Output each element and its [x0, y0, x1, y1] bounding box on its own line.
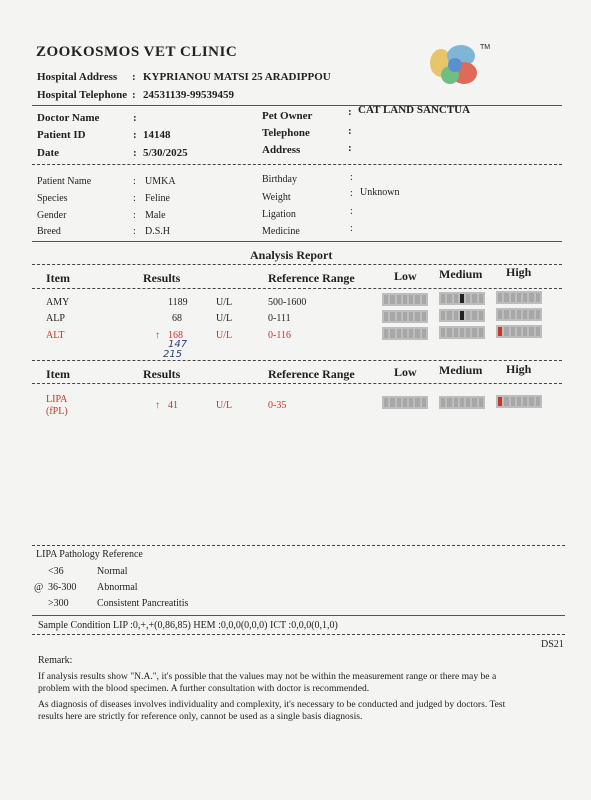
colon: :	[350, 188, 353, 199]
divider	[32, 105, 562, 106]
row-range: 0-111	[268, 313, 291, 324]
date-label: Date	[37, 147, 59, 159]
row-unit: U/L	[216, 297, 233, 308]
colon: :	[133, 176, 136, 187]
species-label: Species	[37, 193, 68, 204]
row-range: 0-116	[268, 330, 291, 341]
header-results: Results	[143, 271, 181, 285]
arrow-up-icon: ↑	[155, 330, 160, 341]
row-result: 168	[168, 330, 183, 341]
clinic-logo	[428, 43, 480, 87]
colon: :	[133, 193, 136, 204]
row-result: 41	[168, 400, 178, 411]
lipa-range: >300	[48, 598, 69, 609]
header-low: Low	[394, 365, 417, 379]
lipa-reference-title: LIPA Pathology Reference	[36, 549, 143, 560]
level-bar-high	[496, 291, 542, 304]
level-bar-medium	[439, 292, 485, 305]
trademark: TM	[480, 44, 491, 51]
lipa-marker: @	[34, 582, 44, 593]
colon: :	[132, 71, 136, 83]
divider	[32, 264, 562, 265]
row-item: AMY	[46, 297, 70, 308]
divider	[32, 634, 565, 635]
level-bar-medium	[439, 326, 485, 339]
divider	[32, 383, 562, 384]
remark-title: Remark:	[38, 655, 73, 666]
colon: :	[350, 206, 353, 217]
row-item: ALT	[46, 330, 65, 341]
divider	[32, 164, 562, 165]
species-value: Feline	[145, 193, 170, 204]
divider	[32, 241, 562, 242]
ligation-label: Ligation	[262, 209, 296, 220]
row-unit: U/L	[216, 330, 233, 341]
row-range: 500-1600	[268, 297, 307, 308]
row-item-sub: (fPL)	[46, 406, 68, 417]
owner-address-label: Address	[262, 144, 301, 156]
remark-text: problem with the blood specimen. A further consultation with doctor is recommended.	[38, 683, 370, 694]
row-item: LIPA	[46, 394, 68, 405]
remark-text: results here are strictly for reference only, cannot be used as a single basis diagnosis.	[38, 711, 363, 722]
header-results: Results	[143, 367, 181, 381]
doctor-label: Doctor Name	[37, 112, 100, 124]
level-bar-low	[382, 396, 428, 409]
row-unit: U/L	[216, 313, 233, 324]
hospital-address-label: Hospital Address	[37, 71, 118, 83]
colon: :	[133, 147, 137, 159]
weight-label: Weight	[262, 192, 291, 203]
analysis-report-title: Analysis Report	[250, 248, 333, 262]
handwritten-note: 147	[168, 339, 188, 350]
gender-value: Male	[145, 210, 166, 221]
report-code: DS21	[541, 639, 564, 650]
breed-label: Breed	[37, 226, 61, 237]
header-item: Item	[46, 271, 70, 285]
level-bar-medium	[439, 396, 485, 409]
divider	[32, 545, 565, 546]
patient-name-label: Patient Name	[37, 176, 92, 187]
colon: :	[348, 125, 352, 137]
colon: :	[350, 223, 353, 234]
pet-owner-label: Pet Owner	[262, 110, 313, 122]
clinic-name: ZOOKOSMOS VET CLINIC	[36, 44, 238, 60]
sample-condition: Sample Condition LIP :0,+,+(0,86,85) HEM :0,0,0(0,0,0) ICT :0,0,0(0,1,0)	[38, 620, 338, 631]
colon: :	[133, 112, 137, 124]
level-bar-high	[496, 308, 542, 321]
colon: :	[133, 210, 136, 221]
header-range: Reference Range	[268, 271, 355, 285]
remark-text: If analysis results show "N.A.", it's possible that the values may not be within the measurement range or there may be a	[38, 671, 497, 682]
lipa-meaning: Normal	[97, 566, 128, 577]
patient-id-label: Patient ID	[37, 129, 86, 141]
colon: :	[350, 172, 353, 183]
patient-id-value: 14148	[143, 129, 171, 141]
level-bar-medium	[439, 309, 485, 322]
handwritten-note: 215	[163, 349, 183, 360]
hospital-telephone: 24531139-99539459	[143, 89, 235, 101]
level-bar-low	[382, 293, 428, 306]
header-range: Reference Range	[268, 367, 355, 381]
birthday-label: Birthday	[262, 174, 297, 185]
lipa-range: <36	[48, 566, 64, 577]
divider	[32, 615, 565, 616]
colon: :	[132, 89, 136, 101]
lipa-meaning: Abnormal	[97, 582, 138, 593]
weight-value: Unknown	[360, 187, 400, 198]
date-value: 5/30/2025	[143, 147, 188, 159]
header-medium: Medium	[439, 363, 483, 377]
header-high: High	[506, 362, 532, 376]
colon: :	[133, 226, 136, 237]
header-low: Low	[394, 269, 417, 283]
level-bar-low	[382, 327, 428, 340]
hospital-telephone-label: Hospital Telephone	[37, 89, 128, 101]
colon: :	[348, 142, 352, 154]
level-bar-high	[496, 325, 542, 338]
divider	[32, 288, 562, 289]
colon: :	[348, 106, 352, 118]
header-medium: Medium	[439, 267, 483, 281]
row-result: 1189	[168, 297, 188, 308]
row-result: 68	[172, 313, 182, 324]
row-unit: U/L	[216, 400, 233, 411]
colon: :	[133, 129, 137, 141]
level-bar-low	[382, 310, 428, 323]
level-bar-high	[496, 395, 542, 408]
lipa-range: 36-300	[48, 582, 77, 593]
arrow-up-icon: ↑	[155, 400, 160, 411]
patient-name-value: UMKA	[145, 176, 176, 187]
lipa-meaning: Consistent Pancreatitis	[97, 598, 189, 609]
row-range: 0-35	[268, 400, 287, 411]
header-item: Item	[46, 367, 70, 381]
row-item: ALP	[46, 313, 65, 324]
breed-value: D.S.H	[145, 226, 171, 237]
medicine-label: Medicine	[262, 226, 300, 237]
divider	[32, 360, 562, 361]
gender-label: Gender	[37, 210, 67, 221]
header-high: High	[506, 265, 532, 279]
owner-telephone-label: Telephone	[262, 127, 310, 139]
pet-owner-value: CAT LAND SANCTUA	[358, 104, 471, 116]
hospital-address: KYPRIANOU MATSI 25 ARADIPPOU	[143, 71, 331, 83]
remark-text: As diagnosis of diseases involves individuality and complexity, it's necessary to be conducted and judged by doctors. Test	[38, 699, 506, 710]
